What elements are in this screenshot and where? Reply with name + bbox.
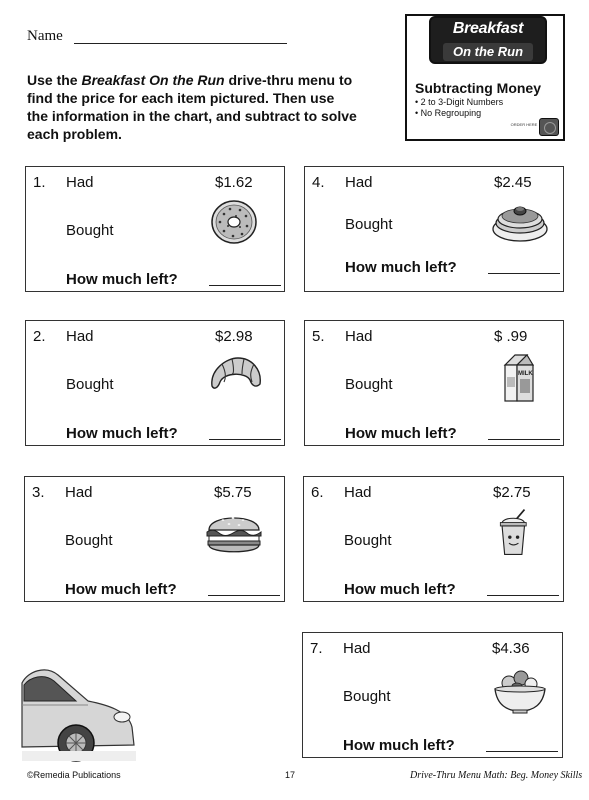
answer-line[interactable] <box>209 285 281 286</box>
how-much-left-label: How much left? <box>66 425 178 442</box>
bought-label: Bought <box>345 216 393 233</box>
answer-line[interactable] <box>487 595 559 596</box>
had-label: Had <box>345 328 373 345</box>
had-label: Had <box>66 328 94 345</box>
name-label: Name <box>27 28 63 44</box>
answer-line[interactable] <box>488 273 560 274</box>
logo-line1: Breakfast <box>452 20 524 37</box>
how-much-left-label: How much left? <box>345 259 457 276</box>
problem-4 <box>304 166 564 292</box>
croissant-icon <box>206 350 264 402</box>
bought-label: Bought <box>66 222 114 239</box>
bought-label: Bought <box>66 376 114 393</box>
pancakes-icon <box>485 195 555 247</box>
order-button-icon <box>539 118 559 136</box>
problem-number: 1. <box>33 174 46 191</box>
problem-number: 6. <box>311 484 324 501</box>
badge-bullet: • 2 to 3-Digit Numbers <box>415 97 504 107</box>
instructions <box>27 71 357 143</box>
problem-number: 2. <box>33 328 46 345</box>
donut-icon <box>206 196 264 248</box>
badge-title: Subtracting Money <box>415 80 542 96</box>
price: $2.75 <box>493 484 531 501</box>
price: $1.62 <box>215 174 253 191</box>
logo-line2: On the Run <box>443 43 533 61</box>
price: $4.36 <box>492 640 530 657</box>
problem-number: 5. <box>312 328 325 345</box>
page-number: 17 <box>285 770 296 780</box>
answer-line[interactable] <box>208 595 280 596</box>
how-much-left-label: How much left? <box>343 737 455 754</box>
instructions-part2: drive-thru menu to find the price for each item pictured. Then use the information in the chart, and subtract to solve each problem. <box>27 72 357 142</box>
answer-line[interactable] <box>209 439 281 440</box>
book-title: Drive-Thru Menu Math: Beg. Money Skills <box>410 770 583 781</box>
how-much-left-label: How much left? <box>345 425 457 442</box>
milkshake-icon <box>490 504 540 560</box>
instructions-menu-name: Breakfast On the Run <box>81 72 225 88</box>
topic-badge <box>405 14 565 141</box>
breakfast-logo <box>429 16 547 64</box>
problem-7 <box>302 632 563 758</box>
how-much-left-label: How much left? <box>65 581 177 598</box>
had-label: Had <box>344 484 372 501</box>
answer-line[interactable] <box>488 439 560 440</box>
price: $2.45 <box>494 174 532 191</box>
price: $2.98 <box>215 328 253 345</box>
milk-label: MILK <box>518 371 533 377</box>
had-label: Had <box>345 174 373 191</box>
bought-label: Bought <box>345 376 393 393</box>
problem-number: 7. <box>310 640 323 657</box>
how-much-left-label: How much left? <box>344 581 456 598</box>
bought-label: Bought <box>344 532 392 549</box>
name-write-line[interactable] <box>74 43 287 44</box>
problem-2 <box>25 320 285 446</box>
problem-number: 3. <box>32 484 45 501</box>
publisher-credit: ©Remedia Publications <box>27 770 121 780</box>
badge-bullets <box>415 97 503 119</box>
problem-number: 4. <box>312 174 325 191</box>
had-label: Had <box>65 484 93 501</box>
milk-carton-icon <box>487 351 545 403</box>
had-label: Had <box>66 174 94 191</box>
problem-6 <box>303 476 564 602</box>
problem-1 <box>25 166 285 292</box>
sandwich-icon <box>205 506 263 558</box>
bought-label: Bought <box>343 688 391 705</box>
answer-line[interactable] <box>486 751 558 752</box>
problem-5 <box>304 320 564 446</box>
how-much-left-label: How much left? <box>66 271 178 288</box>
bought-label: Bought <box>65 532 113 549</box>
instructions-part1: Use the <box>27 72 82 88</box>
had-label: Had <box>343 640 371 657</box>
badge-bullet: • No Regrouping <box>415 108 482 118</box>
problem-3 <box>24 476 285 602</box>
order-here-label: ORDER HERE <box>510 122 538 127</box>
fruit-bowl-icon <box>489 663 551 715</box>
car-illustration <box>18 655 140 765</box>
price: $ .99 <box>494 328 528 345</box>
price: $5.75 <box>214 484 252 501</box>
